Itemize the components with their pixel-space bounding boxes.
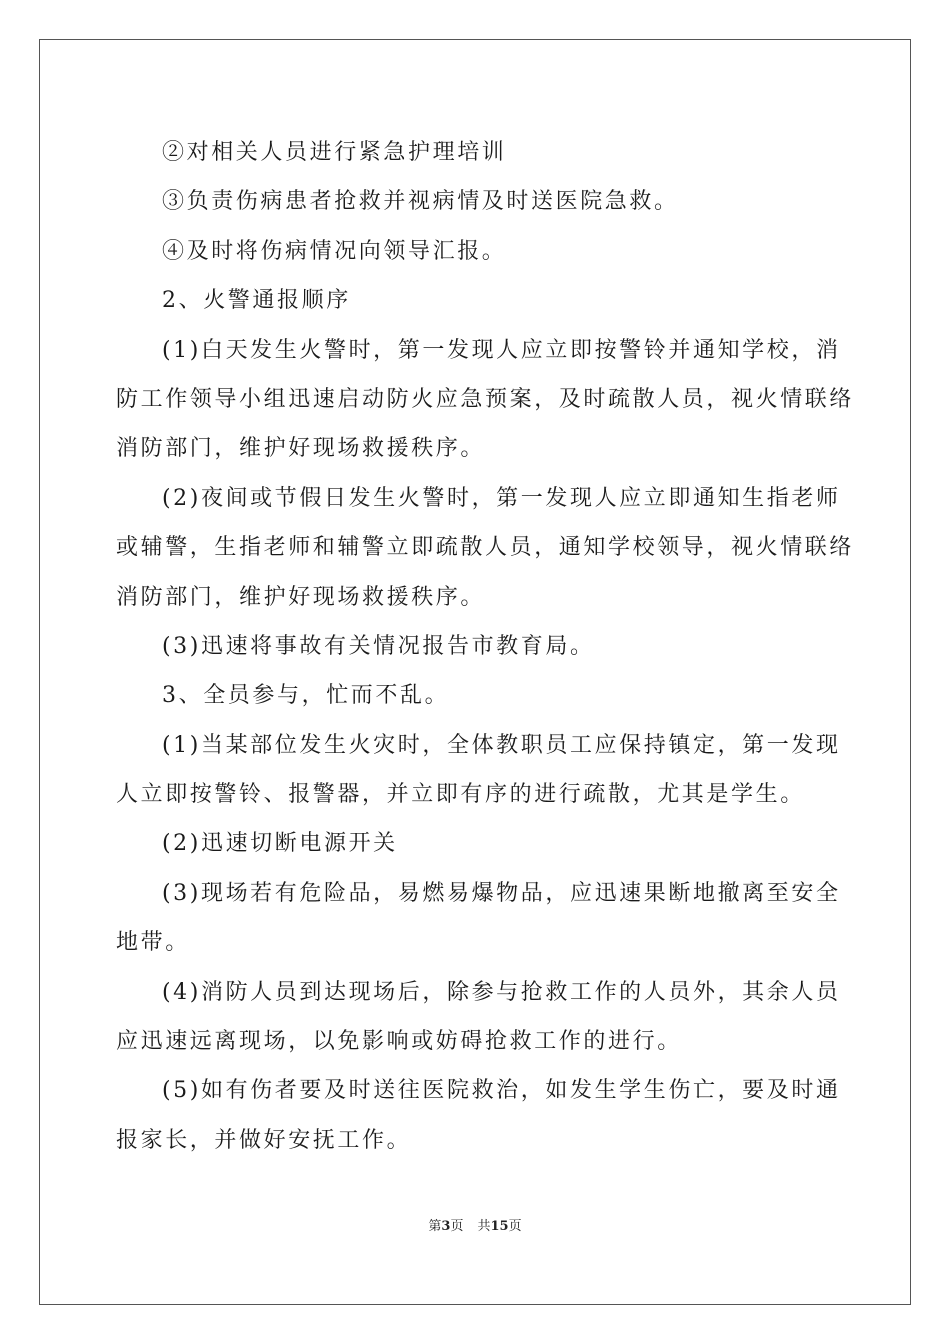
page-suffix: 页 [450, 1219, 464, 1234]
text-line: 或辅警，生指老师和辅警立即疏散人员，通知学校领导，视火情联络 [116, 535, 855, 561]
text-line: 人立即按警铃、报警器，并立即有序的进行疏散，尤其是学生。 [116, 782, 805, 808]
text-line: (1)白天发生火警时，第一发现人应立即按警铃并通知学校，消 [162, 337, 841, 363]
text-line: (2)迅速切断电源开关 [162, 831, 398, 857]
page-footer [0, 1218, 950, 1236]
text-line: (5)如有伤者要及时送往医院救治，如发生学生伤亡，要及时通 [162, 1078, 841, 1104]
text-line: (3)迅速将事故有关情况报告市教育局。 [162, 633, 595, 659]
text-line: 地带。 [116, 930, 190, 956]
text-line: (2)夜间或节假日发生火警时，第一发现人应立即通知生指老师 [162, 485, 841, 511]
document-body [116, 128, 855, 1165]
text-line: 消防部门，维护好现场救援秩序。 [116, 436, 486, 462]
text-line: ③负责伤病患者抢救并视病情及时送医院急救。 [162, 189, 679, 215]
page-number: 3 [441, 1219, 451, 1234]
total-pages: 15 [490, 1219, 509, 1234]
text-line: 应迅速远离现场，以免影响或妨碍抢救工作的进行。 [116, 1029, 682, 1055]
text-line: ②对相关人员进行紧急护理培训 [162, 140, 507, 165]
text-line: 报家长，并做好安抚工作。 [116, 1127, 412, 1153]
text-line: (4)消防人员到达现场后，除参与抢救工作的人员外，其余人员 [162, 979, 841, 1005]
total-suffix: 页 [508, 1219, 522, 1234]
section-heading: 2、火警通报顺序 [162, 288, 351, 314]
total-prefix: 共 [477, 1219, 491, 1234]
text-line: ④及时将伤病情况向领导汇报。 [162, 238, 507, 264]
text-line: (1)当某部位发生火灾时，全体教职员工应保持镇定，第一发现 [162, 732, 841, 758]
page-prefix: 第 [428, 1219, 442, 1234]
text-line: 消防部门，维护好现场救援秩序。 [116, 584, 486, 610]
section-heading: 3、全员参与，忙而不乱。 [162, 683, 450, 709]
text-line: 防工作领导小组迅速启动防火应急预案，及时疏散人员，视火情联络 [116, 386, 855, 412]
text-line: (3)现场若有危险品，易燃易爆物品，应迅速果断地撤离至安全 [162, 880, 841, 906]
